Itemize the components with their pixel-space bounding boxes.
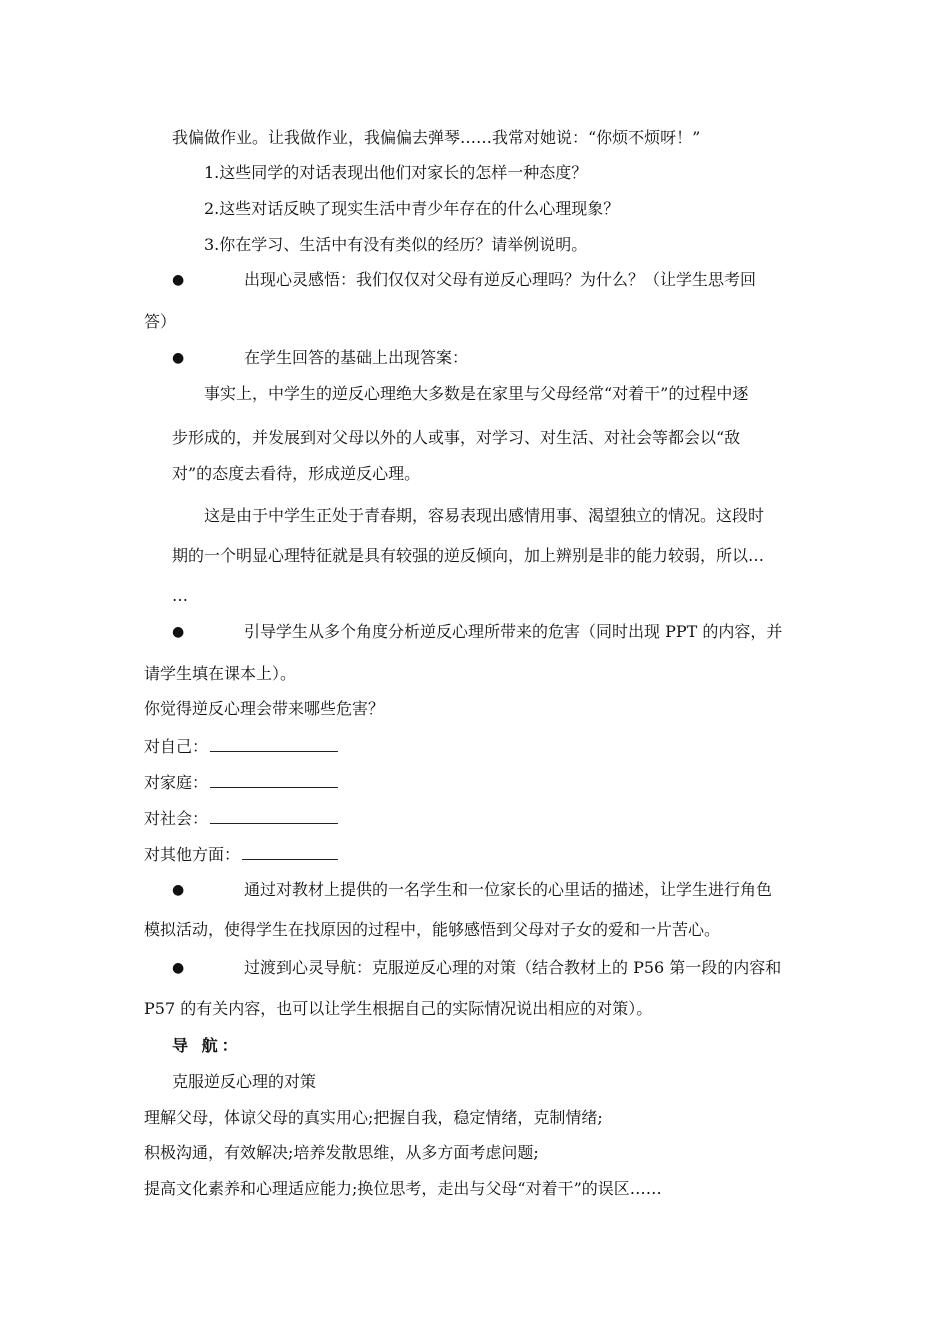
bullet-text: 在学生回答的基础上出现答案： (244, 348, 469, 367)
harm-self-label: 对自己： (144, 737, 209, 756)
harm-question: 你觉得逆反心理会带来哪些危害？ (144, 699, 385, 718)
paragraph-line: 对”的态度去看待，形成逆反心理。 (172, 464, 421, 483)
bullet-text: 通过对教材上提供的一名学生和一位家长的心里话的描述，让学生进行角色 (244, 880, 773, 899)
bullet-icon: ● (172, 624, 185, 640)
bullet-text-cont: 答） (144, 312, 177, 331)
paragraph-line: … (172, 586, 188, 605)
bullet-text-cont: 请学生填在课本上）。 (144, 664, 297, 683)
harm-society-label: 对社会： (144, 809, 209, 828)
harm-family-row (144, 772, 338, 793)
bullet-icon: ● (172, 350, 185, 366)
harm-self-row (144, 736, 338, 757)
bullet-text: 过渡到心灵导航：克服逆反心理的对策（结合教材上的 P56 第一段的内容和 (244, 958, 782, 977)
paragraph-line: 我偏做作业。让我做作业，我偏偏去弹琴……我常对她说：“你烦不烦呀！” (172, 128, 701, 147)
question-1: 1.这些同学的对话表现出他们对家长的怎样一种态度？ (204, 163, 588, 182)
question-3: 3.你在学习、生活中有没有类似的经历？请举例说明。 (204, 235, 588, 254)
paragraph-line: 步形成的，并发展到对父母以外的人或事，对学习、对生活、对社会等都会以“敌 (172, 428, 741, 447)
navigation-heading: 导 航： (172, 1036, 242, 1055)
fill-in-blank[interactable] (210, 772, 338, 788)
harm-family-label: 对家庭： (144, 773, 209, 792)
bullet-text: 引导学生从多个角度分析逆反心理所带来的危害（同时出现 PPT 的内容，并 (244, 622, 783, 641)
bullet-text: 出现心灵感悟：我们仅仅对父母有逆反心理吗？为什么？（让学生思考回 (244, 270, 757, 289)
paragraph-line: 期的一个明显心理特征就是具有较强的逆反倾向，加上辨别是非的能力较弱，所以… (172, 546, 765, 565)
harm-other-label: 对其他方面： (144, 845, 241, 864)
fill-in-blank[interactable] (242, 844, 338, 860)
harm-society-row (144, 808, 338, 829)
bullet-icon: ● (172, 882, 185, 898)
fill-in-blank[interactable] (210, 736, 338, 752)
strategy-title: 克服逆反心理的对策 (172, 1072, 317, 1091)
strategy-line: 理解父母，体谅父母的真实用心;把握自我，稳定情绪，克制情绪; (144, 1108, 603, 1127)
strategy-line: 提高文化素养和心理适应能力;换位思考，走出与父母“对着干”的误区…… (144, 1179, 662, 1198)
paragraph-line: 事实上，中学生的逆反心理绝大多数是在家里与父母经常“对着干”的过程中逐 (204, 384, 749, 403)
fill-in-blank[interactable] (210, 808, 338, 824)
question-2: 2.这些对话反映了现实生活中青少年存在的什么心理现象？ (204, 199, 620, 218)
bullet-icon: ● (172, 272, 185, 288)
paragraph-line: 这是由于中学生正处于青春期，容易表现出感情用事、渴望独立的情况。这段时 (204, 506, 765, 525)
harm-other-row (144, 844, 338, 865)
bullet-text-cont: 模拟活动，使得学生在找原因的过程中，能够感悟到父母对子女的爱和一片苦心。 (144, 920, 721, 939)
bullet-icon: ● (172, 960, 185, 976)
strategy-line: 积极沟通，有效解决;培养发散思维，从多方面考虑问题; (144, 1143, 539, 1162)
bullet-text-cont: P57 的有关内容，也可以让学生根据自己的实际情况说出相应的对策）。 (144, 999, 653, 1018)
